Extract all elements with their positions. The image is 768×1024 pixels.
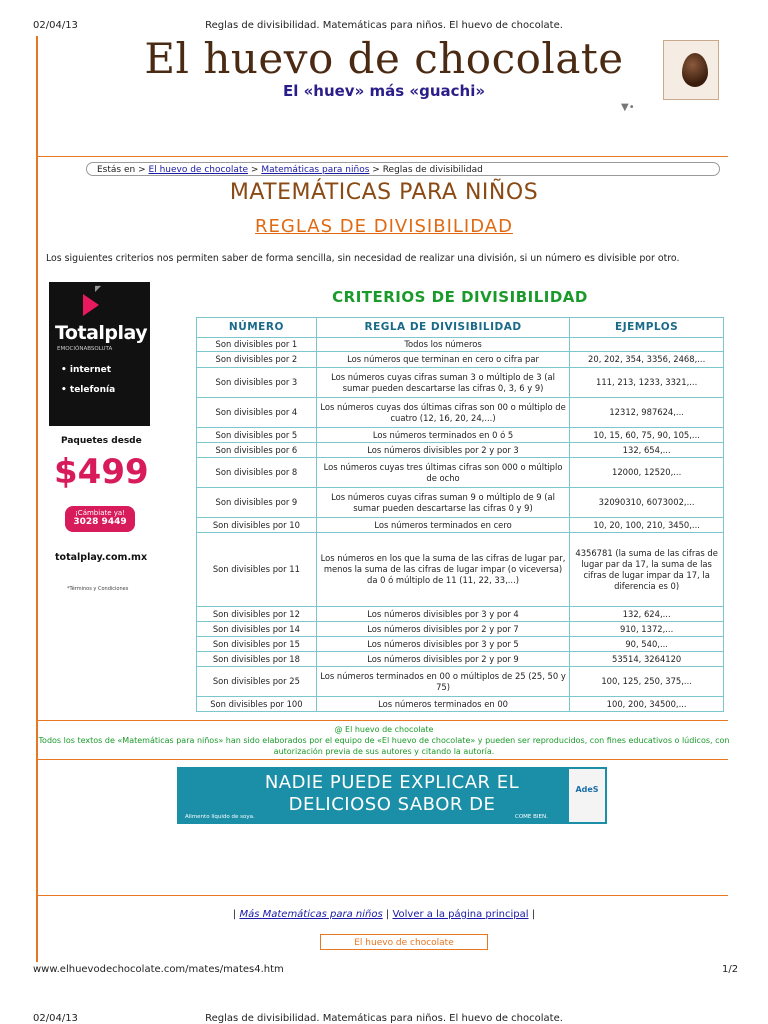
cell-regla: Los números que terminan en cero o cifra par xyxy=(316,352,569,368)
cell-ejemplos: 12312, 987624,... xyxy=(570,398,724,428)
link-mas-matematicas[interactable]: Más Matemáticas para niños xyxy=(239,909,383,920)
ad-cta-label: ¡Cámbiate ya! xyxy=(75,509,125,517)
cell-regla: Los números terminados en 00 xyxy=(316,697,569,712)
table-title: CRITERIOS DE DIVISIBILIDAD xyxy=(332,288,588,306)
cell-regla: Los números divisibles por 2 y por 9 xyxy=(316,652,569,667)
ad-tagline: EMOCIÓNABSOLUTA xyxy=(57,346,113,352)
cell-regla: Los números terminados en cero xyxy=(316,518,569,533)
table-row xyxy=(197,398,724,428)
nav-separator: | xyxy=(385,909,390,920)
left-orange-rule xyxy=(36,36,38,962)
cell-numero: Son divisibles por 4 xyxy=(197,398,317,428)
banner-line1: NADIE PUEDE EXPLICAR EL xyxy=(264,772,520,793)
banner-advertisement[interactable] xyxy=(177,767,607,824)
pdf-footer-page: 1/2 xyxy=(722,964,739,975)
site-subtitle: El «huev» más «guachi» xyxy=(282,82,486,100)
table-row xyxy=(197,368,724,398)
column-header-regla: REGLA DE DIVISIBILIDAD xyxy=(316,318,569,338)
table-row xyxy=(197,667,724,697)
cell-ejemplos: 132, 654,... xyxy=(570,443,724,458)
divider xyxy=(38,156,728,157)
cell-ejemplos xyxy=(570,338,724,352)
cell-regla: Los números terminados en 00 o múltiplos de 25 (25, 50 y 75) xyxy=(316,667,569,697)
cell-ejemplos: 10, 20, 100, 210, 3450,... xyxy=(570,518,724,533)
table-row xyxy=(197,458,724,488)
table-row xyxy=(197,652,724,667)
ad-close-icon[interactable]: ◤ xyxy=(95,284,102,293)
divider xyxy=(38,895,728,896)
cell-numero: Son divisibles por 5 xyxy=(197,428,317,443)
divider xyxy=(38,720,728,721)
breadcrumb xyxy=(86,162,720,176)
cell-regla: Los números terminados en 0 ó 5 xyxy=(316,428,569,443)
cell-numero: Son divisibles por 3 xyxy=(197,368,317,398)
copyright-note xyxy=(34,724,734,757)
banner-line2: DELICIOSO SABOR DE xyxy=(288,794,496,815)
banner-small-left: Alimento líquido de soya. xyxy=(185,814,255,820)
table-row xyxy=(197,428,724,443)
table-row xyxy=(197,622,724,637)
divider xyxy=(38,759,728,760)
cell-ejemplos: 100, 200, 34500,... xyxy=(570,697,724,712)
section-heading: MATEMÁTICAS PARA NIÑOS xyxy=(229,180,539,205)
cell-numero: Son divisibles por 10 xyxy=(197,518,317,533)
breadcrumb-prefix: Estás en xyxy=(97,165,136,175)
table-row xyxy=(197,352,724,368)
cell-ejemplos: 111, 213, 1233, 3321,... xyxy=(570,368,724,398)
breadcrumb-link-home[interactable]: El huevo de chocolate xyxy=(148,165,249,175)
table-row xyxy=(197,607,724,622)
cell-ejemplos: 20, 202, 354, 3356, 2468,... xyxy=(570,352,724,368)
nav-separator: | xyxy=(531,909,536,920)
pdf-header-title: Reglas de divisibilidad. Matemáticas para niños. El huevo de chocolate. xyxy=(205,20,563,31)
pdf-footer-url: www.elhuevodechocolate.com/mates/mates4.htm xyxy=(33,964,284,975)
cell-numero: Son divisibles por 11 xyxy=(197,533,317,607)
table-row xyxy=(197,637,724,652)
link-volver-principal[interactable]: Volver a la página principal xyxy=(392,909,529,920)
banner-product-image xyxy=(569,769,605,822)
banner-brand: AdeS xyxy=(575,785,599,794)
ad-cta-button[interactable] xyxy=(65,506,135,532)
cell-numero: Son divisibles por 12 xyxy=(197,607,317,622)
home-link-box[interactable]: El huevo de chocolate xyxy=(320,934,488,950)
cell-ejemplos: 32090310, 6073002,... xyxy=(570,488,724,518)
breadcrumb-link-matematicas[interactable]: Matemáticas para niños xyxy=(261,165,370,175)
cell-regla: Los números cuyas cifras suman 3 o múltiplo de 3 (al sumar pueden descartarse las cifras 0, 3, 6 y 9) xyxy=(316,368,569,398)
ad-item-internet: • internet xyxy=(61,365,112,375)
cell-numero: Son divisibles por 14 xyxy=(197,622,317,637)
cell-numero: Son divisibles por 6 xyxy=(197,443,317,458)
ad-cta-phone: 3028 9449 xyxy=(73,517,127,527)
copyright-line: @ El huevo de chocolate xyxy=(334,725,434,734)
cell-ejemplos: 53514, 3264120 xyxy=(570,652,724,667)
cell-regla: Los números en los que la suma de las cifras de lugar par, menos la suma de las cifras de lugar impar (o viceversa) da 0 ó múltiplo de 11 (11, 22, 33,...) xyxy=(316,533,569,607)
cell-regla: Los números divisibles por 2 y por 3 xyxy=(316,443,569,458)
breadcrumb-current: Reglas de divisibilidad xyxy=(382,165,483,175)
pdf-header-date: 02/04/13 xyxy=(33,20,78,31)
table-row xyxy=(197,338,724,352)
ad-terms[interactable]: *Términos y Condiciones xyxy=(67,586,129,592)
cell-numero: Son divisibles por 18 xyxy=(197,652,317,667)
table-row xyxy=(197,518,724,533)
copyright-text: Todos los textos de «Matemáticas para niños» han sido elaborados por el equipo de «El huevo de chocolate» y pueden ser reproducidos, con fines educativos o lúdicos, con autorización previa de sus autores y citando la autoría. xyxy=(38,736,730,756)
cell-ejemplos: 90, 540,... xyxy=(570,637,724,652)
totalplay-play-icon xyxy=(83,294,99,316)
cell-regla: Los números divisibles por 3 y por 5 xyxy=(316,637,569,652)
table-row xyxy=(197,488,724,518)
side-advertisement[interactable] xyxy=(49,282,150,660)
bottom-navigation xyxy=(0,909,768,920)
cell-ejemplos: 100, 125, 250, 375,... xyxy=(570,667,724,697)
cell-regla: Todos los números xyxy=(316,338,569,352)
cell-ejemplos: 12000, 12520,... xyxy=(570,458,724,488)
cell-numero: Son divisibles por 15 xyxy=(197,637,317,652)
pdf-footer-title: Reglas de divisibilidad. Matemáticas para niños. El huevo de chocolate. xyxy=(205,1013,563,1024)
egg-icon xyxy=(682,53,708,87)
cell-ejemplos: 910, 1372,... xyxy=(570,622,724,637)
cell-numero: Son divisibles por 2 xyxy=(197,352,317,368)
divisibility-table xyxy=(196,317,724,712)
cell-ejemplos: 4356781 (la suma de las cifras de lugar par da 17, la suma de las cifras de lugar impar da 17, la diferencia es 0) xyxy=(570,533,724,607)
cell-regla: Los números cuyas dos últimas cifras son 00 o múltiplo de cuatro (12, 16, 20, 24,...) xyxy=(316,398,569,428)
cell-numero: Son divisibles por 9 xyxy=(197,488,317,518)
ad-url[interactable]: totalplay.com.mx xyxy=(55,552,148,563)
page-heading: REGLAS DE DIVISIBILIDAD xyxy=(255,216,513,237)
intro-text: Los siguientes criterios nos permiten saber de forma sencilla, sin necesidad de realizar una división, si un número es divisible por otro. xyxy=(46,253,680,264)
ad-brand: Totalplay xyxy=(55,322,148,344)
speaker-icon[interactable]: ▼• xyxy=(621,102,635,113)
cell-regla: Los números cuyas cifras suman 9 o múltiplo de 9 (al sumar pueden descartarse las cifras 0 y 9) xyxy=(316,488,569,518)
table-row xyxy=(197,443,724,458)
breadcrumb-separator: > xyxy=(138,165,146,175)
table-row xyxy=(197,697,724,712)
column-header-numero: NÚMERO xyxy=(197,318,317,338)
cell-regla: Los números divisibles por 2 y por 7 xyxy=(316,622,569,637)
cell-regla: Los números cuyas tres últimas cifras son 000 o múltiplo de ocho xyxy=(316,458,569,488)
cell-numero: Son divisibles por 100 xyxy=(197,697,317,712)
cell-numero: Son divisibles por 25 xyxy=(197,667,317,697)
ad-lower-panel xyxy=(49,426,150,660)
column-header-ejemplos: EJEMPLOS xyxy=(570,318,724,338)
cell-regla: Los números divisibles por 3 y por 4 xyxy=(316,607,569,622)
ad-item-telefonia: • telefonía xyxy=(61,385,116,395)
chocolate-egg-logo[interactable] xyxy=(663,40,719,100)
cell-numero: Son divisibles por 8 xyxy=(197,458,317,488)
cell-ejemplos: 10, 15, 60, 75, 90, 105,... xyxy=(570,428,724,443)
ad-price: $499 xyxy=(54,452,149,492)
table-row xyxy=(197,533,724,607)
cell-numero: Son divisibles por 1 xyxy=(197,338,317,352)
banner-small-right: COME BIEN. xyxy=(515,814,548,820)
nav-separator: | xyxy=(232,909,237,920)
breadcrumb-separator: > xyxy=(250,165,259,175)
ad-paquetes: Paquetes desde xyxy=(61,436,142,446)
breadcrumb-separator: > xyxy=(372,165,380,175)
cell-ejemplos: 132, 624,... xyxy=(570,607,724,622)
pdf-footer-date: 02/04/13 xyxy=(33,1013,78,1024)
site-title[interactable]: El huevo de chocolate xyxy=(144,34,624,83)
